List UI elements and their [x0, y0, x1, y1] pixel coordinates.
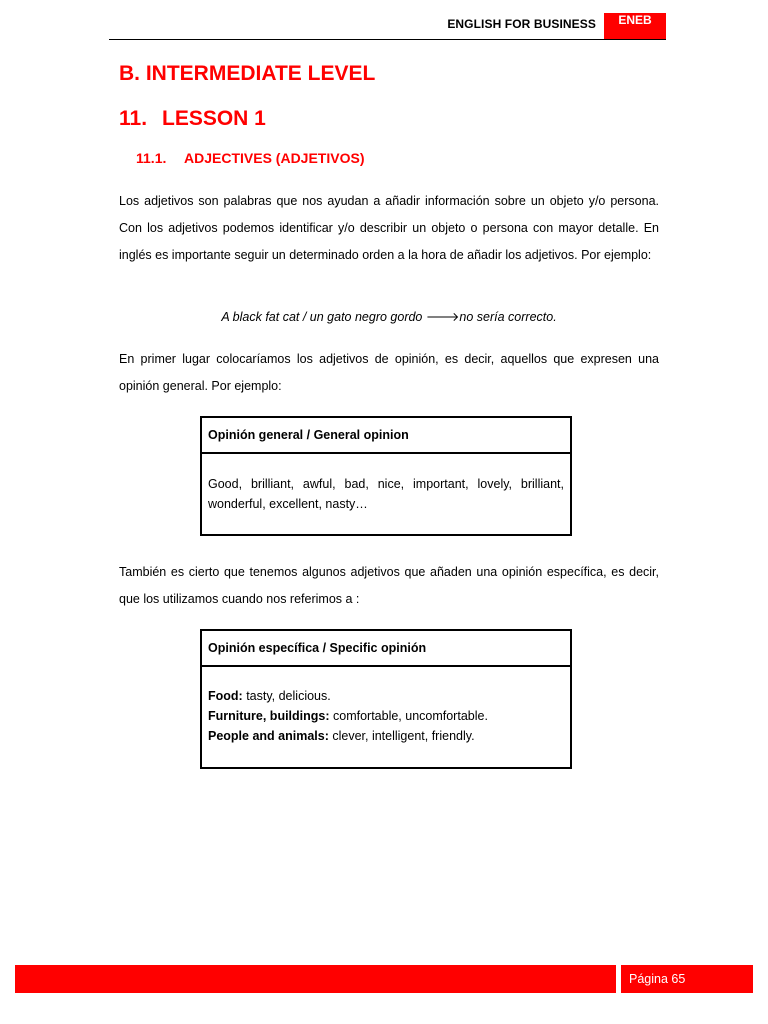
row-value: comfortable, uncomfortable.	[329, 709, 488, 723]
header-title: ENGLISH FOR BUSINESS	[447, 17, 596, 31]
general-opinion-table	[200, 416, 572, 536]
row-label: Furniture, buildings:	[208, 709, 330, 723]
opinion-paragraph: En primer lugar colocaríamos los adjetivos de opinión, es decir, aquellos que expresen una opinión general. Por ejemplo:	[119, 352, 659, 393]
specific-row	[208, 726, 564, 746]
row-label: Food:	[208, 689, 243, 703]
subsection-number: 11.1.	[136, 150, 167, 166]
general-opinion-header: Opinión general / General opinion	[202, 418, 570, 454]
level-title: B. INTERMEDIATE LEVEL	[119, 62, 376, 85]
intro-paragraph: Los adjetivos son palabras que nos ayudan a añadir información sobre un objeto y/o persona. Con los adjetivos podemos identificar y/o describir un objeto o persona con mayor detalle. En inglés es importante seguir un determinado orden a la hora de añadir los adjetivos. Por ejemplo:	[119, 194, 659, 262]
example-sentence	[119, 310, 659, 325]
example-text: A black fat cat / un gato negro gordo	[221, 310, 423, 324]
page-number: Página 65	[621, 965, 753, 993]
specific-opinion-content	[202, 667, 570, 746]
specific-row	[208, 706, 564, 726]
eneb-logo: ENEB	[604, 13, 666, 39]
specific-row	[208, 686, 564, 706]
footer-bar	[15, 965, 616, 993]
lesson-name: LESSON 1	[162, 107, 266, 130]
lesson-number: 11.	[119, 107, 148, 130]
row-value: tasty, delicious.	[242, 689, 331, 703]
subsection-title	[136, 150, 364, 166]
specific-paragraph: También es cierto que tenemos algunos adjetivos que añaden una opinión específica, es decir, que los utilizamos cuando nos referimos a :	[119, 565, 659, 606]
specific-opinion-header: Opinión específica / Specific opinión	[202, 631, 570, 667]
row-label: People and animals:	[208, 729, 329, 743]
subsection-name: ADJECTIVES (ADJETIVOS)	[184, 150, 365, 166]
header-divider	[109, 39, 666, 40]
arrow-right-icon: 🡒	[425, 310, 460, 324]
row-value: clever, intelligent, friendly.	[328, 729, 475, 743]
example-result: no sería correcto.	[459, 310, 557, 324]
lesson-title	[119, 107, 266, 131]
general-opinion-content: Good, brilliant, awful, bad, nice, important, lovely, brilliant, wonderful, excellent, nasty…	[208, 477, 564, 511]
specific-opinion-table	[200, 629, 572, 769]
